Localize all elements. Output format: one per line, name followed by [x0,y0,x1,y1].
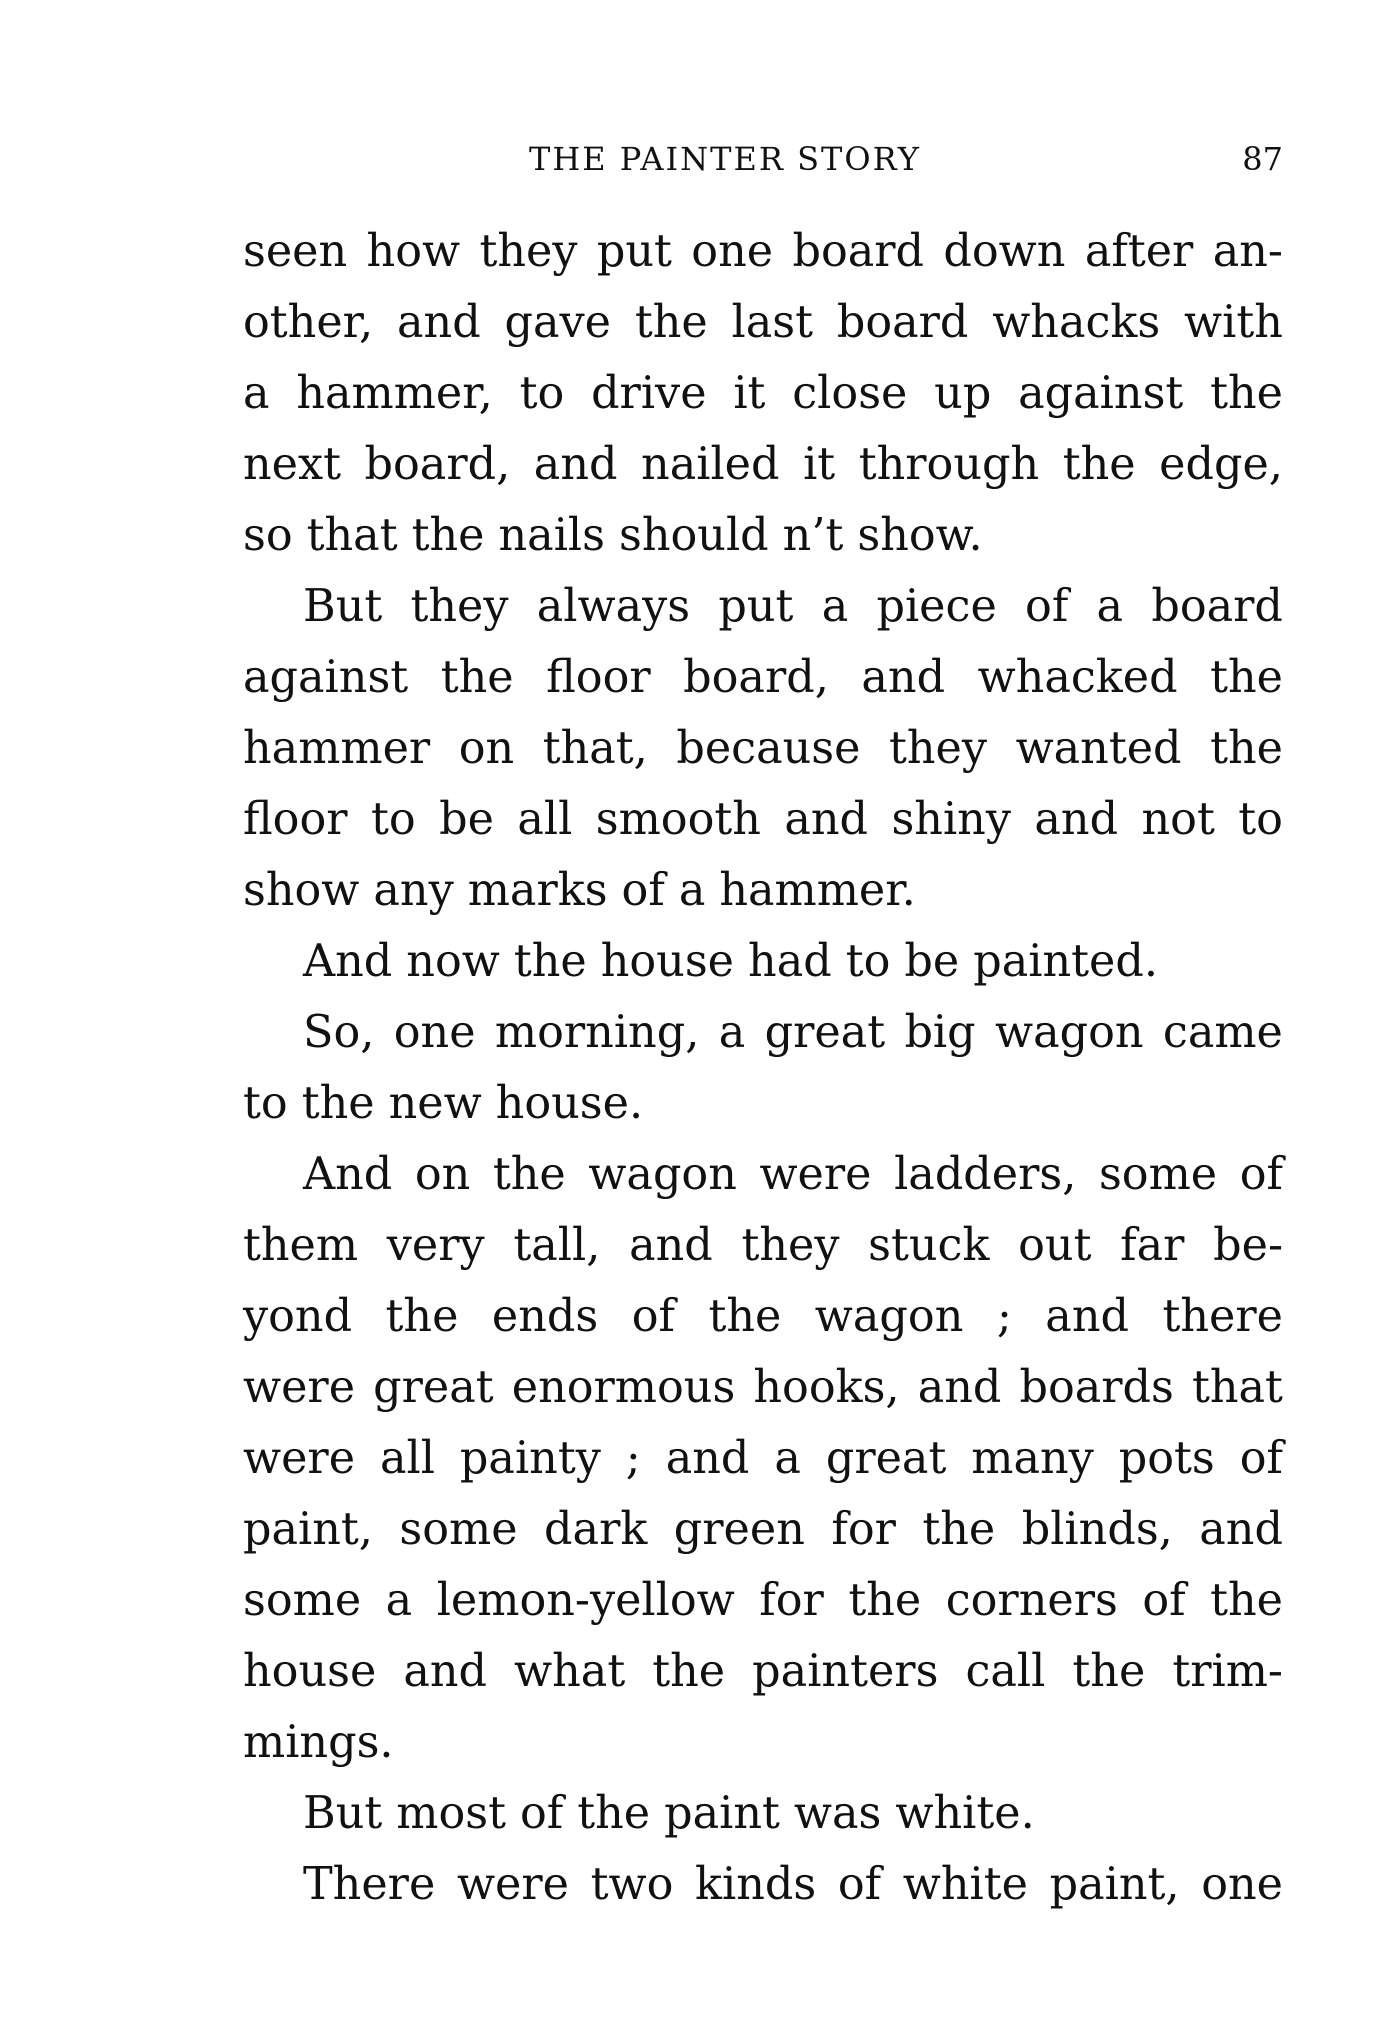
word: piece [876,581,997,632]
text-line [243,713,1283,784]
word: not [1141,794,1215,845]
word: And [303,936,393,987]
word: to [243,1078,288,1129]
text-line [243,997,1283,1068]
word: ; [625,1433,641,1484]
word: a [678,865,706,916]
word: were [456,1859,569,1910]
word: the [1062,439,1136,490]
word: white. [895,1788,1035,1839]
word: and [533,439,618,490]
word: some [1098,1149,1218,1200]
word: so [243,510,293,561]
word: out [1018,1220,1092,1271]
text-line [243,855,1283,926]
word: it [733,368,766,419]
word: and [1034,794,1119,845]
word: dark [544,1504,648,1555]
word: ladders, [894,1149,1077,1200]
word: to [519,368,565,419]
word: against [1018,368,1184,419]
word: the [411,510,485,561]
word: and [403,1646,488,1697]
word: of [1025,581,1069,632]
word: board, [364,439,511,490]
word: the [1210,368,1283,419]
word: trim- [1172,1646,1283,1697]
word: board, [683,652,829,703]
word: morning, [494,1007,700,1058]
word: nails [498,510,605,561]
word: But [303,581,383,632]
word: some [243,1575,362,1626]
word: drive [591,368,707,419]
word: was [793,1788,882,1839]
word: and [861,652,946,703]
word: a [1096,581,1124,632]
word: be [904,936,960,987]
word: a [718,1007,746,1058]
word: and [665,1433,750,1484]
word: green [673,1504,805,1555]
word: other, [243,297,374,348]
word: floor [243,794,348,845]
word: corners [945,1575,1118,1626]
word: and [629,1220,713,1271]
word: next [243,439,341,490]
word: put [718,581,794,632]
word: one [1201,1859,1283,1910]
word: what [514,1646,626,1697]
word: lemon-yellow [436,1575,735,1626]
text-line [243,1778,1283,1849]
word: the [922,1504,996,1555]
word: paint [664,1788,780,1839]
word: were [759,1149,872,1200]
word: a [385,1575,413,1626]
word: tall, [513,1220,601,1271]
word: always [536,581,691,632]
word: they [479,226,578,277]
word: against [243,652,409,703]
running-header [243,140,1283,190]
word: put [596,226,672,277]
word: that, [542,723,648,774]
word: the [708,1291,782,1342]
word: and [1199,1504,1283,1555]
text-line [243,1281,1283,1352]
word: wanted [1015,723,1182,774]
word: paint, [1049,1859,1180,1910]
word: that [1191,1362,1283,1413]
word: the [652,1646,726,1697]
word: house. [495,1078,644,1129]
word: with [1184,297,1283,348]
word: had [748,936,832,987]
word: were [243,1362,356,1413]
word: last [731,297,814,348]
word: two [590,1859,674,1910]
word: now [406,936,500,987]
word: of [1239,1433,1283,1484]
word: an- [1212,226,1283,277]
word: ends [491,1291,599,1342]
word: to [845,936,891,987]
word: blinds, [1021,1504,1173,1555]
word: But [303,1788,383,1839]
word: hammer, [296,368,493,419]
word: the [848,1575,922,1626]
word: yond [243,1291,353,1342]
word: and [917,1362,1002,1413]
word: a [774,1433,801,1484]
word: board [792,226,925,277]
word: they [741,1220,840,1271]
text-line [243,287,1283,358]
word: the [634,297,708,348]
word: the [301,1078,375,1129]
word: up [934,368,992,419]
word: far [1120,1220,1185,1271]
text-line [243,216,1283,287]
text-line [243,500,1283,571]
text-line [243,642,1283,713]
word: close [792,368,908,419]
text-line [243,571,1283,642]
word: should [619,510,769,561]
word: the [385,1291,459,1342]
word: of [837,1859,882,1910]
word: painty [459,1433,601,1484]
word: whacks [992,297,1161,348]
word: enormous [511,1362,736,1413]
word: all [517,794,573,845]
word: all [379,1433,435,1484]
text-line [243,1423,1283,1494]
word: call [965,1646,1046,1697]
word: house [243,1646,377,1697]
word: of [621,865,665,916]
word: great [825,1433,947,1484]
word: show [243,865,360,916]
running-title: THE PAINTER STORY [529,140,921,178]
word: house [600,936,735,987]
word: marks [467,865,608,916]
word: of [1142,1575,1186,1626]
word: very [386,1220,485,1271]
word: a [821,581,849,632]
word: to [1238,794,1283,845]
text-line [243,784,1283,855]
word: n’t [782,510,844,561]
word: hammer. [719,865,916,916]
text-line [243,1565,1283,1636]
word: they [410,581,509,632]
text-line [243,1352,1283,1423]
word: on [458,723,515,774]
word: seen [243,226,348,277]
word: be [439,794,494,845]
text-line [243,1210,1283,1281]
word: it [803,439,836,490]
word: them [243,1220,359,1271]
word: nailed [641,439,780,490]
word: on [414,1149,471,1200]
word: a [243,368,270,419]
word: be- [1213,1220,1283,1271]
word: most [396,1788,506,1839]
word: There [303,1859,436,1910]
word: the [440,652,514,703]
word: smooth [595,794,761,845]
word: wagon [588,1149,737,1200]
word: came [1162,1007,1283,1058]
word: paint, [243,1504,373,1555]
word: edge, [1159,439,1283,490]
word: that [306,510,398,561]
text-line [243,926,1283,997]
word: they [889,723,988,774]
word: white [902,1859,1028,1910]
word: and [1045,1291,1129,1342]
word: because [676,723,861,774]
word: mings. [243,1717,394,1768]
word: the [1210,652,1283,703]
text-line [243,358,1283,429]
word: many [971,1433,1094,1484]
word: gave [504,297,612,348]
word: for [831,1504,896,1555]
word: board [836,297,969,348]
word: any [373,865,454,916]
word: some [399,1504,518,1555]
word: floor [546,652,651,703]
word: the [1210,723,1283,774]
word: down [943,226,1066,277]
word: for [759,1575,824,1626]
text-line [243,1068,1283,1139]
word: So, [303,1007,375,1058]
word: of [631,1291,675,1342]
word: after [1084,226,1194,277]
word: of [519,1788,564,1839]
word: there [1162,1291,1283,1342]
text-line [243,429,1283,500]
word: new [388,1078,482,1129]
word: wagon [814,1291,964,1342]
word: whacked [977,652,1178,703]
word: great [764,1007,886,1058]
word: show. [857,510,983,561]
word: how [366,226,461,277]
word: hooks, [753,1362,900,1413]
text-line [243,1139,1283,1210]
word: wagon [995,1007,1144,1058]
word: painted. [973,936,1158,987]
word: hammer [243,723,431,774]
word: through [858,439,1040,490]
word: ; [996,1291,1012,1342]
word: were [243,1433,356,1484]
text-line [243,1494,1283,1565]
word: pots [1118,1433,1215,1484]
word: great [373,1362,494,1413]
word: to [370,794,416,845]
word: and [397,297,481,348]
word: the [1210,1575,1283,1626]
word: the [492,1149,566,1200]
page-number: 87 [1242,140,1283,178]
word: big [904,1007,976,1058]
word: kinds [695,1859,817,1910]
word: shiny [891,794,1011,845]
text-line [243,1636,1283,1707]
word: boards [1019,1362,1174,1413]
text-line [243,1849,1283,1920]
word: of [1239,1149,1283,1200]
word: one [691,226,774,277]
word: the [513,936,587,987]
word: painters [752,1646,939,1697]
word: one [393,1007,476,1058]
body-text [243,216,1283,1920]
word: board [1151,581,1283,632]
text-line [243,1707,1283,1778]
word: and [784,794,869,845]
word: And [303,1149,393,1200]
word: the [577,1788,651,1839]
word: the [1072,1646,1146,1697]
word: stuck [868,1220,990,1271]
